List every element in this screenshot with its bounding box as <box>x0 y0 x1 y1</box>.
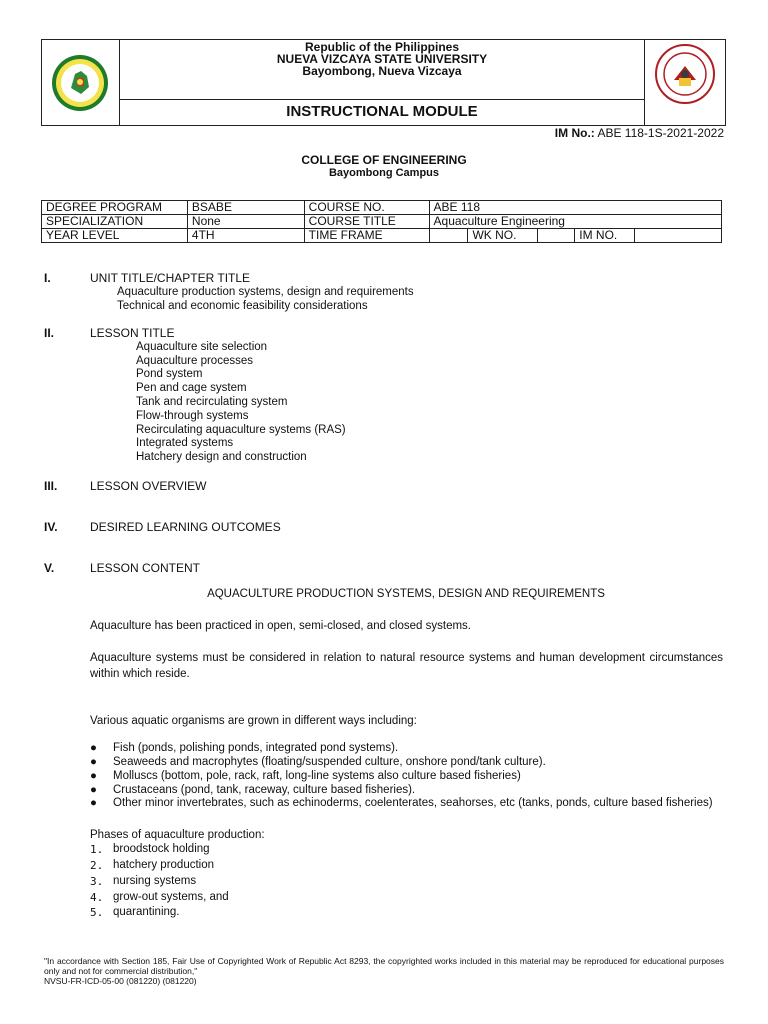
time-frame-label: TIME FRAME <box>304 229 429 243</box>
lesson-item: Pen and cage system <box>136 382 247 394</box>
phase-text: quarantining. <box>113 906 180 918</box>
table-row <box>42 229 722 243</box>
campus-name: Bayombong Campus <box>328 167 439 179</box>
lesson-item: Recirculating aquaculture systems (RAS) <box>136 424 346 436</box>
year-level-label: YEAR LEVEL <box>42 229 188 243</box>
paragraph: Various aquatic organisms are grown in different ways including: <box>90 715 417 727</box>
phase-text: hatchery production <box>113 859 215 871</box>
im-no-label: IM NO. <box>575 229 635 243</box>
im-number-value: ABE 118-1S-2021-2022 <box>597 126 724 140</box>
phase-number: 3. <box>90 875 104 888</box>
section-label: LESSON OVERVIEW <box>90 479 207 493</box>
college-name: COLLEGE OF ENGINEERING <box>301 153 467 167</box>
college-of-engineering-seal-logo <box>655 44 715 104</box>
university-location: Bayombong, Nueva Vizcaya <box>302 64 462 78</box>
paragraph: Aquaculture has been practiced in open, semi-closed, and closed systems. <box>90 620 471 632</box>
nvsu-seal-logo <box>51 54 109 112</box>
lesson-item: Aquaculture processes <box>136 355 253 367</box>
phase-number: 2. <box>90 859 104 872</box>
im-number <box>555 126 724 140</box>
bullet-text: Crustaceans (pond, tank, raceway, culture based fisheries). <box>113 784 416 796</box>
section-label: DESIRED LEARNING OUTCOMES <box>90 520 281 534</box>
table-row <box>42 215 722 229</box>
specialization-label: SPECIALIZATION <box>42 215 188 229</box>
im-no-value <box>635 229 722 243</box>
course-title-label: COURSE TITLE <box>304 215 429 229</box>
university-name: NUEVA VIZCAYA STATE UNIVERSITY <box>276 52 488 66</box>
course-title-value: Aquaculture Engineering <box>429 215 721 229</box>
bullet-text: Molluscs (bottom, pole, rack, raft, long-line systems also culture based fisheries) <box>113 770 521 782</box>
degree-program-label: DEGREE PROGRAM <box>42 201 188 215</box>
year-level-value: 4TH <box>187 229 304 243</box>
phase-number: 1. <box>90 843 104 856</box>
section-label: LESSON TITLE <box>90 326 175 340</box>
specialization-value: None <box>187 215 304 229</box>
im-number-label: IM No.: <box>554 126 595 140</box>
section-number: V. <box>44 561 55 575</box>
phase-number: 5. <box>90 906 104 919</box>
paragraph: Aquaculture systems must be considered in relation to natural resource systems and human development circumstances within which reside. <box>90 652 723 680</box>
bullet-text: Fish (ponds, polishing ponds, integrated pond systems). <box>113 742 399 754</box>
unit-item: Aquaculture production systems, design and requirements <box>117 286 414 298</box>
section-number: IV. <box>44 520 58 534</box>
table-row <box>42 201 722 215</box>
section-number: I. <box>44 271 51 285</box>
content-heading: AQUACULTURE PRODUCTION SYSTEMS, DESIGN AND REQUIREMENTS <box>207 588 605 600</box>
lesson-item: Flow-through systems <box>136 410 249 422</box>
header-center <box>119 40 645 125</box>
time-frame-value <box>429 229 468 243</box>
phase-text: nursing systems <box>113 875 197 887</box>
bullet-text: Other minor invertebrates, such as echinoderms, coelenterates, seahorses, etc (tanks, ponds, culture based fisheries) <box>113 797 713 809</box>
wk-no-value <box>538 229 575 243</box>
course-info-table <box>41 200 722 243</box>
section-label: LESSON CONTENT <box>90 561 201 575</box>
lesson-item: Tank and recirculating system <box>136 396 288 408</box>
phase-text: broodstock holding <box>113 843 210 855</box>
lesson-item: Aquaculture site selection <box>136 341 268 353</box>
phase-text: grow-out systems, and <box>113 891 229 903</box>
course-no-label: COURSE NO. <box>304 201 429 215</box>
phases-title: Phases of aquaculture production: <box>90 829 265 841</box>
module-title: INSTRUCTIONAL MODULE <box>286 103 478 120</box>
module-title-cell <box>119 100 645 125</box>
section-number: III. <box>44 479 58 493</box>
header-title-cell <box>119 40 645 100</box>
section-label: UNIT TITLE/CHAPTER TITLE <box>90 271 251 285</box>
degree-program-value: BSABE <box>187 201 304 215</box>
lesson-item: Hatchery design and construction <box>136 451 307 463</box>
section-number: II. <box>44 326 55 340</box>
lesson-item: Pond system <box>136 368 203 380</box>
unit-item: Technical and economic feasibility considerations <box>117 300 368 312</box>
left-logo-cell <box>42 40 120 125</box>
wk-no-label: WK NO. <box>468 229 538 243</box>
document-header <box>41 39 726 126</box>
copyright-notice: "In accordance with Section 185, Fair Use of Copyrighted Work of Republic Act 8293, the copyrighted works included in this material may be reproduced for educational purposes only and not for commercial distribution," <box>44 956 724 976</box>
course-no-value: ABE 118 <box>429 201 721 215</box>
phase-number: 4. <box>90 891 104 904</box>
lesson-item: Integrated systems <box>136 437 234 449</box>
form-code: NVSU-FR-ICD-05-00 (081220) (081220) <box>44 976 197 986</box>
bullet-text: Seaweeds and macrophytes (floating/suspended culture, onshore pond/tank culture). <box>113 756 546 768</box>
right-logo-cell <box>644 40 725 125</box>
republic-label: Republic of the Philippines <box>304 40 459 54</box>
